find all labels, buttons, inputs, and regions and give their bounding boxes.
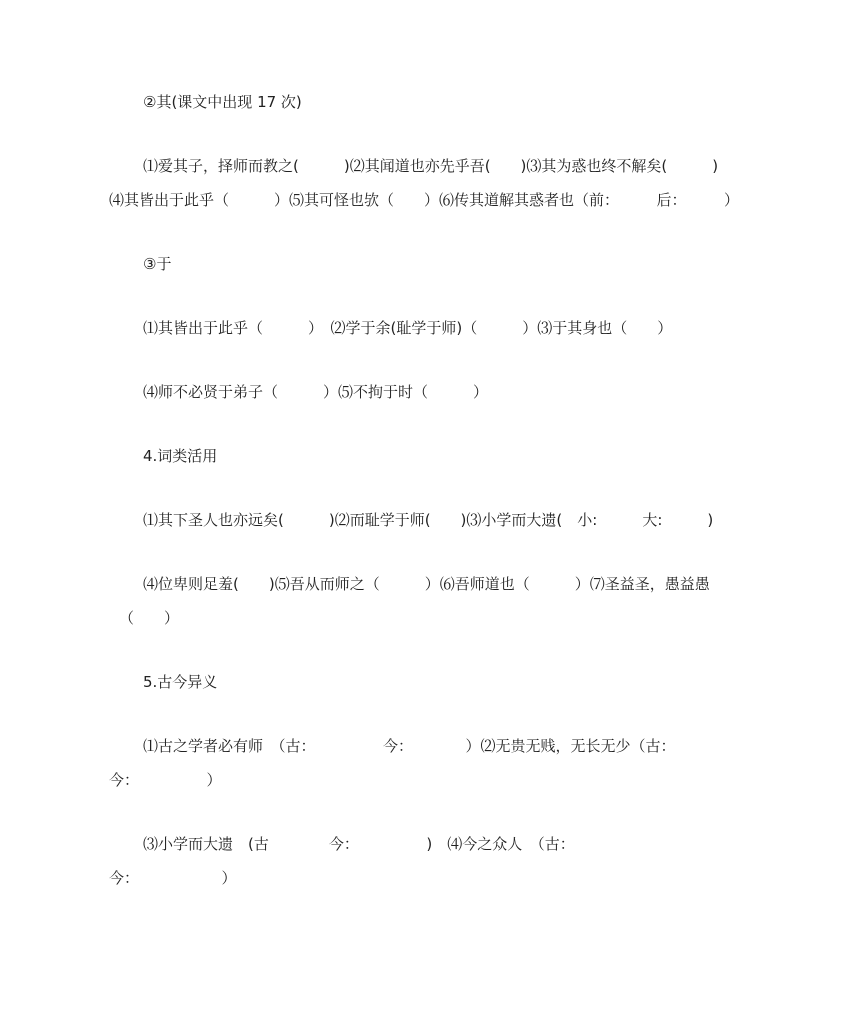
- heading-qi: ②其(课文中出现 17 次): [143, 93, 302, 111]
- section-heading-4: 4.词类活用: [143, 447, 218, 465]
- section-heading-5: 5.古今异义: [143, 673, 218, 691]
- ancient-modern-line-4: 今： ）: [109, 869, 237, 887]
- yu-exercise-line-2: ⑷师不必贤于弟子（ ）⑸不拘于时（ ）: [143, 383, 489, 401]
- qi-exercise-line-2: ⑷其皆出于此乎（ ）⑸其可怪也欤（ ）⑹传其道解其惑者也（前： 后： ）: [109, 191, 740, 209]
- part-of-speech-line-1: ⑴其下圣人也亦远矣( )⑵而耻学于师( )⑶小学而大遗( 小: 大: ): [143, 511, 714, 529]
- heading-yu: ③于: [143, 255, 172, 273]
- ancient-modern-line-3: ⑶小学而大遗 (古 今： ) ⑷今之众人 （古：: [143, 835, 575, 853]
- ancient-modern-line-2: 今： ）: [109, 771, 222, 789]
- yu-exercise-line-1: ⑴其皆出于此乎（ ） ⑵学于余(耻学于师)（ ）⑶于其身也（ ）: [143, 319, 673, 337]
- qi-exercise-line-1: ⑴爱其子，择师而教之( )⑵其闻道也亦先乎吾( )⑶其为惑也终不解矣( ): [143, 157, 719, 175]
- ancient-modern-line-1: ⑴古之学者必有师 （古： 今： ）⑵无贵无贱，无长无少（古：: [143, 737, 676, 755]
- part-of-speech-line-2: ⑷位卑则足羞( )⑸吾从而师之（ ）⑹吾师道也（ ）⑺圣益圣，愚益愚: [143, 575, 710, 593]
- part-of-speech-line-3: （ ）: [119, 609, 180, 627]
